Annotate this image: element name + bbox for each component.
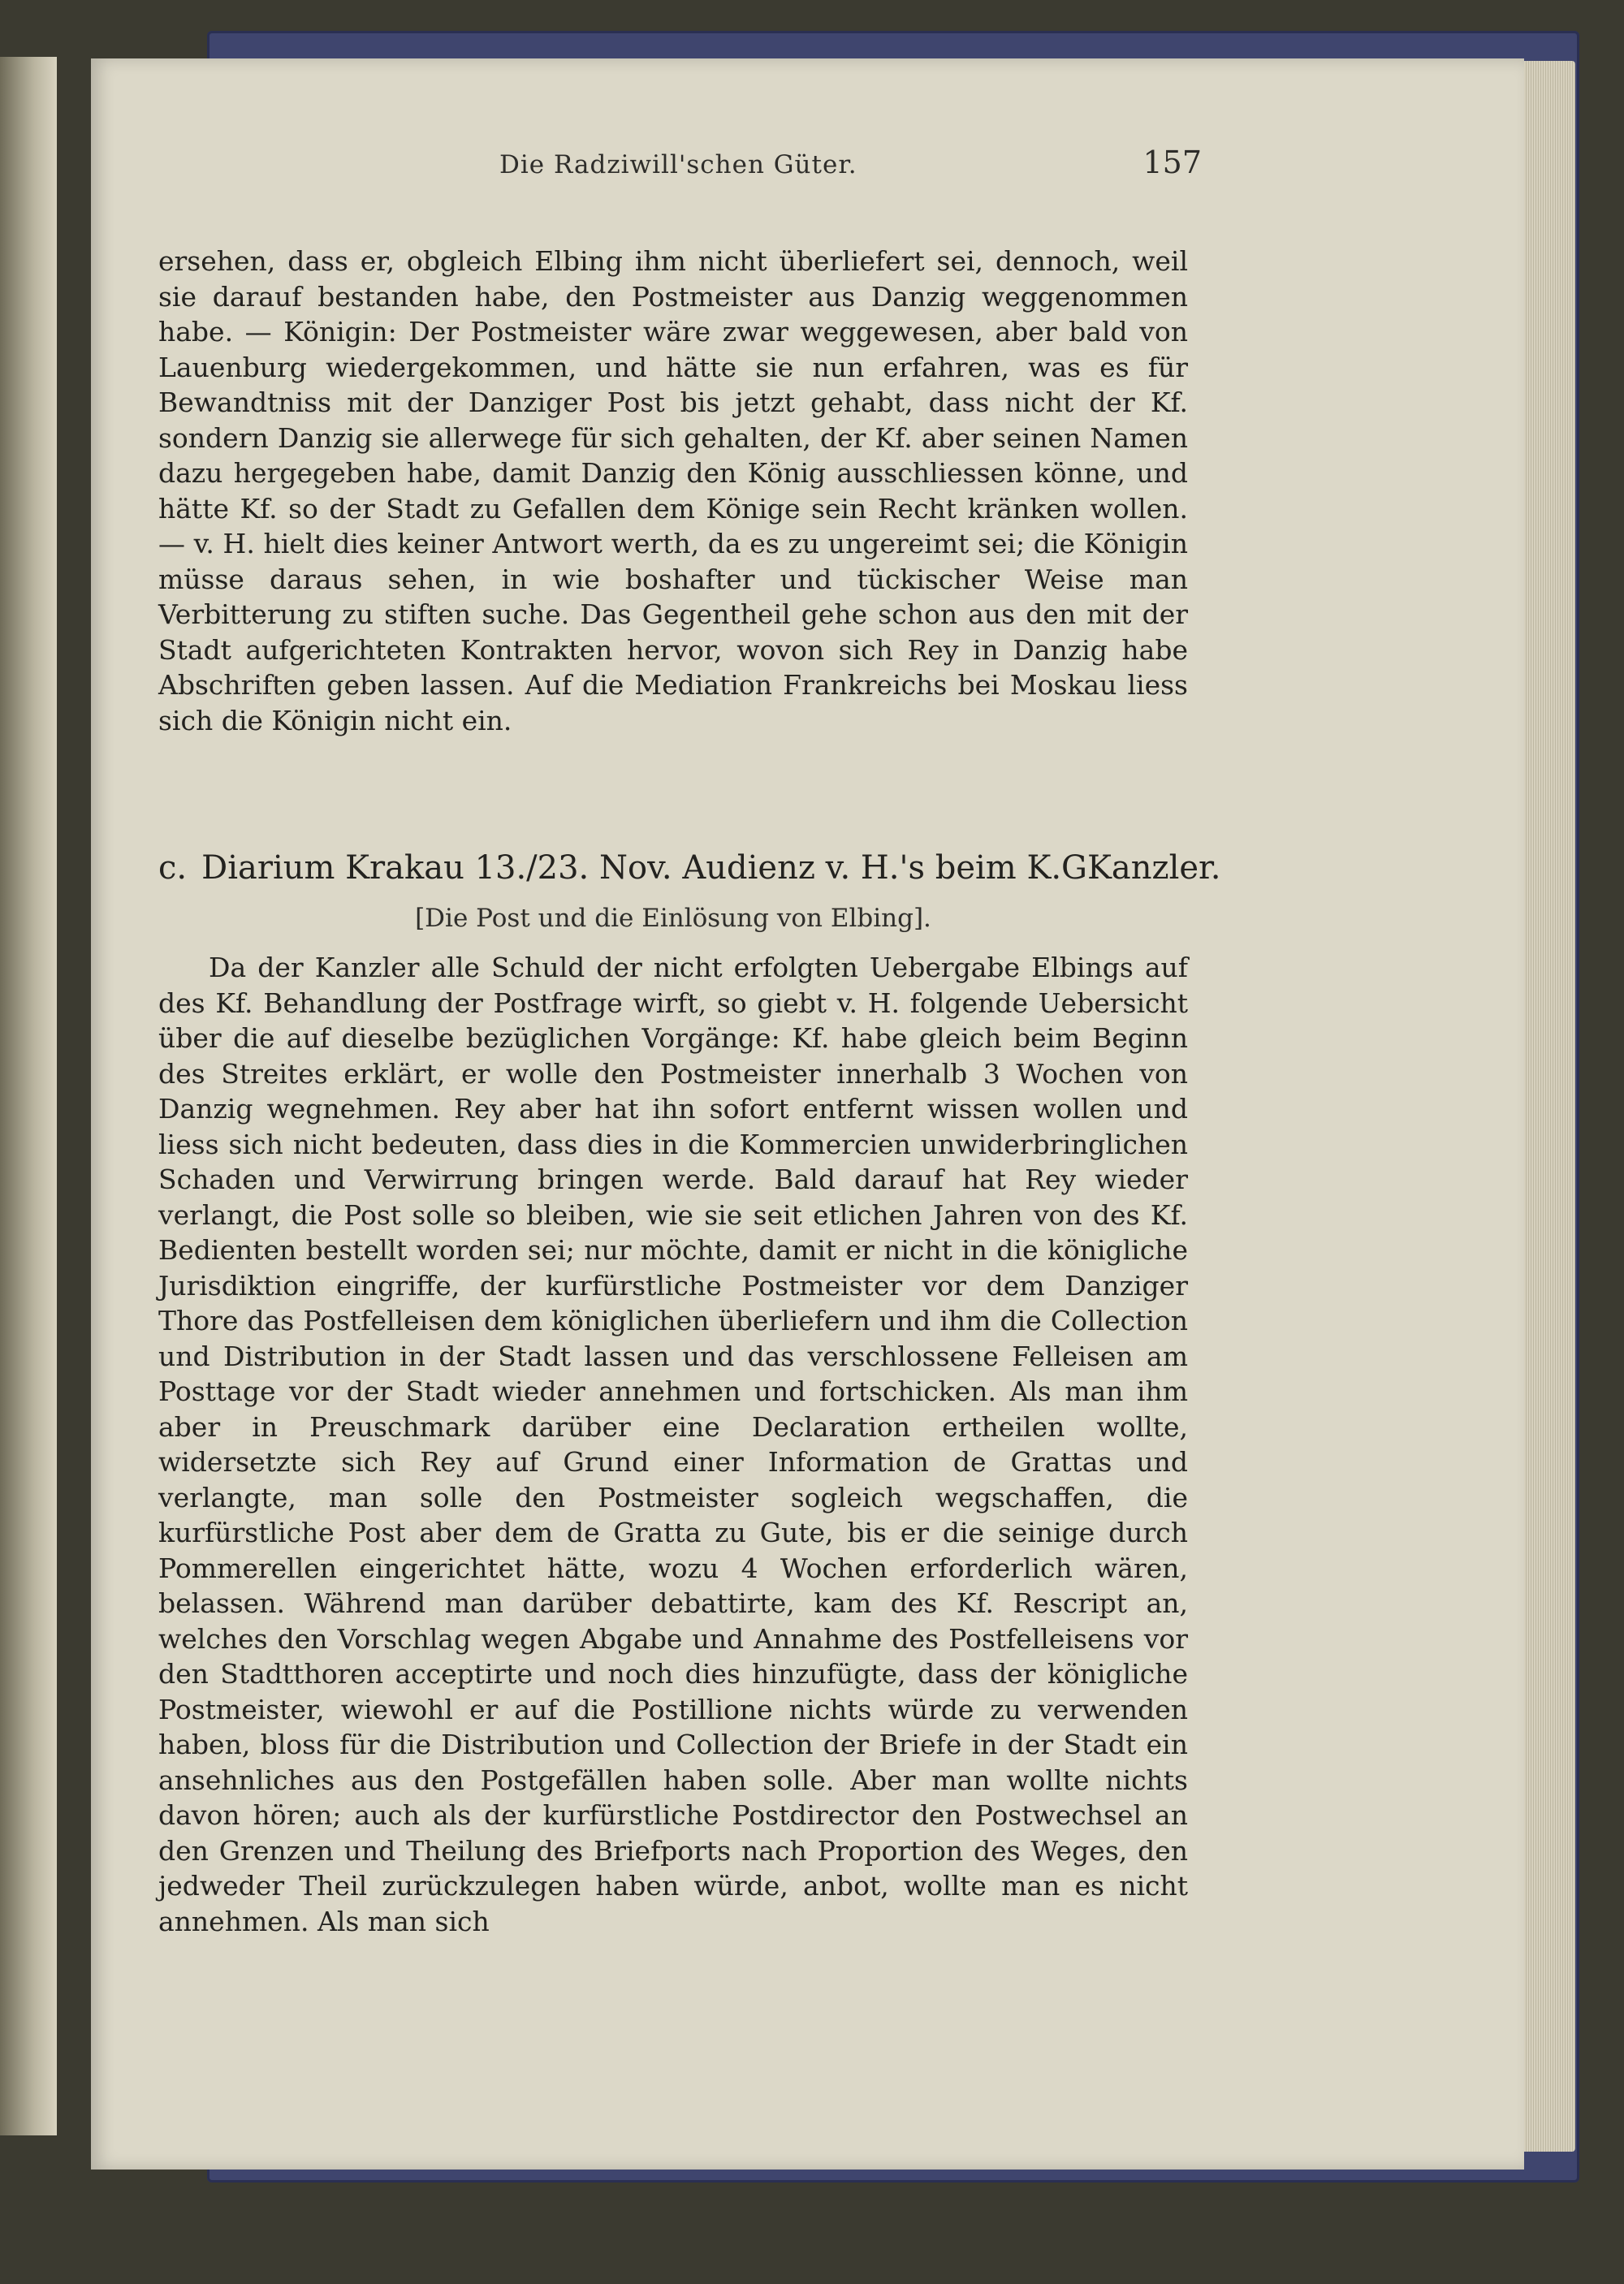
running-head-title: Die Radziwill'schen Güter. (499, 150, 857, 179)
paragraph: Da der Kanzler alle Schuld der nicht erfolgten Uebergabe Elbings auf des Kf. Behandlung der Postfrage wirft, so giebt v. H. folgende Uebersicht über die auf dieselbe bezüglichen Vorgänge: Kf. habe gleich beim Beginn des Streites erklärt, er wolle den Postmeister innerhalb 3 Wochen von Danzig wegnehmen. Rey aber hat ihn sofort entfernt wissen wollen und liess sich nicht bedeuten, dass dies in die Kommercien unwiderbringlichen Schaden und Verwirrung bringen werde. Bald darauf hat Rey wieder verlangt, die Post solle so bleiben, wie sie seit etlichen Jahren von des Kf. Bedienten bestellt worden sei; nur möchte, damit er nicht in die königliche Jurisdiktion eingriffe, der kurfürstliche Postmeister vor dem Danziger Thore das Postfelleisen dem königlichen überliefern und ihm die Collection und Distribution in der Stadt lassen und das verschlossene Felleisen am Posttage vor der Stadt wieder annehmen und fortschicken. Als man ihm aber in Preuschmark darüber eine Declaration ertheilen wollte, widersetzte sich Rey auf Grund einer Information de Grattas und verlangte, man solle den Postmeister sogleich wegschaffen, die kurfürstliche Post aber dem de Gratta zu Gute, bis er die seinige durch Pommerellen eingerichtet hätte, wozu 4 Wochen erforderlich wären, belassen. Während man darüber debattirte, kam des Kf. Rescript an, welches den Vorschlag wegen Abgabe und Annahme des Postfelleisens vor den Stadtthoren acceptirte und noch dies hinzufügte, dass der königliche Postmeister, wiewohl er auf die Postillione nichts würde zu verwenden haben, bloss für die Distribution und Collection der Briefe in der Stadt ein ansehnliches aus den Postgefällen haben solle. Aber man wollte nichts davon hören; auch als der kurfürstliche Postdirector den Postwechsel an den Grenzen und Theilung des Briefports nach Proportion des Weges, den jedweder Theil zurückzulegen haben würde, anbot, wollte man es nicht annehmen. Als man sich (158, 952, 1188, 1937)
page-number: 157 (1142, 145, 1202, 180)
running-head (406, 145, 1202, 180)
section-heading-text: Diarium Krakau 13./23. Nov. Audienz v. H.'s beim K.GKanzler. (201, 849, 1221, 887)
section-letter: c. (158, 849, 188, 887)
left-page-edge (0, 57, 57, 2135)
section-subtitle: [Die Post und die Einlösung von Elbing]. (415, 904, 931, 933)
paragraph: ersehen, dass er, obgleich Elbing ihm nicht überliefert sei, dennoch, weil sie darauf bestanden habe, den Postmeister aus Danzig weggenommen habe. — Königin: Der Postmeister wäre zwar weggewesen, aber bald von Lauenburg wiedergekommen, und hätte sie nun erfahren, was es für Bewandtniss mit der Danziger Post bis jetzt gehabt, dass nicht der Kf. sondern Danzig sie allerwege für sich gehalten, der Kf. aber seinen Namen dazu hergegeben habe, damit Danzig den König ausschliessen könne, und hätte Kf. so der Stadt zu Gefallen dem Könige sein Recht kränken wollen. — v. H. hielt dies keiner Antwort werth, da es zu ungereimt sei; die Königin müsse daraus sehen, in wie boshafter und tückischer Weise man Verbitterung zu stiften suche. Das Gegentheil gehe schon aus den mit der Stadt aufgerichteten Kontrakten hervor, wovon sich Rey in Danzig habe Abschriften geben lassen. Auf die Mediation Frankreichs bei Moskau liess sich die Königin nicht ein. (158, 245, 1188, 736)
paragraph-block-2 (158, 950, 1188, 1939)
paragraph-block-1 (158, 244, 1188, 738)
section-heading (158, 849, 1221, 887)
